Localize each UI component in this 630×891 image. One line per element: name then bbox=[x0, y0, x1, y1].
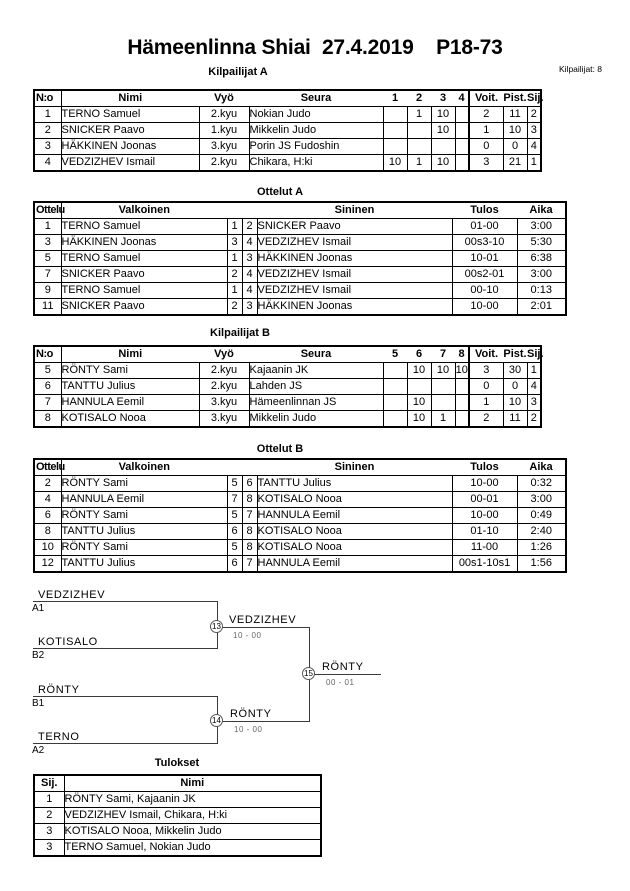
cell-blue-no: 6 bbox=[242, 476, 257, 492]
cell-score1 bbox=[383, 411, 407, 428]
bracket-seed-label: A1 bbox=[32, 603, 45, 614]
bracket-winner-label: VEDZIZHEV bbox=[229, 614, 297, 626]
bracket-line bbox=[218, 627, 310, 628]
bracket-line bbox=[218, 721, 310, 722]
col-header-match: Ottelu bbox=[34, 202, 61, 219]
cell-time: 2:40 bbox=[517, 524, 566, 540]
cell-blue-no: 3 bbox=[242, 299, 257, 316]
cell-blue-name: HANNULA Eemil bbox=[257, 508, 452, 524]
cell-blue-no: 4 bbox=[242, 235, 257, 251]
pool-table-row bbox=[34, 363, 541, 379]
col-header-points: Pist. bbox=[503, 346, 527, 363]
competitors-count: Kilpailijat: 8 bbox=[559, 64, 602, 74]
cell-no: 2 bbox=[34, 123, 61, 139]
cell-place: 4 bbox=[527, 139, 541, 155]
match-number-badge: 14 bbox=[210, 714, 223, 727]
cell-belt: 2.kyu bbox=[199, 363, 249, 379]
cell-points: 30 bbox=[503, 363, 527, 379]
bracket-score-label: 00 - 01 bbox=[326, 678, 355, 687]
matches-a-table bbox=[33, 201, 567, 316]
cell-score2 bbox=[407, 379, 431, 395]
cell-time: 3:00 bbox=[517, 492, 566, 508]
cell-time: 0:49 bbox=[517, 508, 566, 524]
cell-score4 bbox=[455, 155, 469, 172]
cell-result: 01-00 bbox=[452, 219, 517, 235]
cell-white-no: 5 bbox=[227, 476, 242, 492]
pool-b-section-title: Kilpailijat B bbox=[210, 327, 270, 339]
cell-blue-no: 3 bbox=[242, 251, 257, 267]
col-header-white: Valkoinen bbox=[61, 459, 227, 476]
cell-score3: 10 bbox=[431, 155, 455, 172]
cell-score1 bbox=[383, 123, 407, 139]
cell-belt: 2.kyu bbox=[199, 379, 249, 395]
cell-club: Nokian Judo bbox=[249, 107, 383, 123]
matches-b-table bbox=[33, 458, 567, 573]
cell-score4 bbox=[455, 123, 469, 139]
cell-result: 00s1-10s1 bbox=[452, 556, 517, 573]
cell-blue-name: KOTISALO Nooa bbox=[257, 524, 452, 540]
cell-match-no: 2 bbox=[34, 476, 61, 492]
cell-time: 3:00 bbox=[517, 219, 566, 235]
col-header-name: Nimi bbox=[64, 775, 321, 792]
cell-wins: 3 bbox=[469, 363, 503, 379]
cell-result: 11-00 bbox=[452, 540, 517, 556]
cell-place: 3 bbox=[34, 840, 64, 857]
cell-name: TERNO Samuel bbox=[61, 107, 199, 123]
match-table-row bbox=[34, 540, 566, 556]
cell-blue-name: SNICKER Paavo bbox=[257, 219, 452, 235]
cell-match-no: 12 bbox=[34, 556, 61, 573]
cell-score3 bbox=[431, 379, 455, 395]
match-table-row bbox=[34, 508, 566, 524]
match-table-row bbox=[34, 219, 566, 235]
cell-white-no: 6 bbox=[227, 524, 242, 540]
cell-points: 11 bbox=[503, 411, 527, 428]
cell-club: Mikkelin Judo bbox=[249, 123, 383, 139]
col-header-belt: Vyö bbox=[199, 90, 249, 107]
pool-a-header-row bbox=[34, 90, 541, 107]
cell-place: 3 bbox=[34, 824, 64, 840]
cell-blue-name: VEDZIZHEV Ismail bbox=[257, 267, 452, 283]
bracket-seed-label: B1 bbox=[32, 698, 45, 709]
cell-points: 11 bbox=[503, 107, 527, 123]
col-header-wins: Voit. bbox=[469, 90, 503, 107]
cell-club: Lahden JS bbox=[249, 379, 383, 395]
col-header-blue: Sininen bbox=[257, 459, 452, 476]
cell-no: 8 bbox=[34, 411, 61, 428]
col-header-opp5: 5 bbox=[383, 346, 407, 363]
cell-result: 10-00 bbox=[452, 299, 517, 316]
cell-wins: 1 bbox=[469, 395, 503, 411]
cell-white-no: 5 bbox=[227, 540, 242, 556]
pool-a-table bbox=[33, 89, 542, 172]
cell-match-no: 3 bbox=[34, 235, 61, 251]
col-header-no: N:o bbox=[34, 346, 61, 363]
cell-result: 10-00 bbox=[452, 508, 517, 524]
cell-white-name: TERNO Samuel bbox=[61, 283, 227, 299]
bracket-seed-label: A2 bbox=[32, 745, 45, 756]
bracket-line bbox=[309, 674, 381, 675]
cell-blue-no: 7 bbox=[242, 556, 257, 573]
pool-table-row bbox=[34, 411, 541, 428]
cell-name: VEDZIZHEV Ismail bbox=[61, 155, 199, 172]
col-header-wins: Voit. bbox=[469, 346, 503, 363]
cell-no: 5 bbox=[34, 363, 61, 379]
cell-white-no: 7 bbox=[227, 492, 242, 508]
cell-name: RÖNTY Sami, Kajaanin JK bbox=[64, 792, 321, 808]
col-header-opp3: 3 bbox=[431, 90, 455, 107]
cell-belt: 1.kyu bbox=[199, 123, 249, 139]
result-table-row bbox=[34, 808, 321, 824]
cell-place: 1 bbox=[34, 792, 64, 808]
cell-belt: 3.kyu bbox=[199, 411, 249, 428]
col-header-wno bbox=[227, 202, 242, 219]
col-header-result: Tulos bbox=[452, 459, 517, 476]
cell-white-name: TANTTU Julius bbox=[61, 524, 227, 540]
pool-b-table bbox=[33, 345, 542, 428]
cell-place: 3 bbox=[527, 395, 541, 411]
col-header-opp7: 7 bbox=[431, 346, 455, 363]
col-header-club: Seura bbox=[249, 346, 383, 363]
cell-score2: 1 bbox=[407, 155, 431, 172]
cell-wins: 3 bbox=[469, 155, 503, 172]
cell-blue-no: 8 bbox=[242, 524, 257, 540]
cell-club: Hämeenlinnan JS bbox=[249, 395, 383, 411]
match-table-row bbox=[34, 251, 566, 267]
cell-place: 1 bbox=[527, 363, 541, 379]
pool-table-row bbox=[34, 395, 541, 411]
cell-match-no: 6 bbox=[34, 508, 61, 524]
col-header-bno bbox=[242, 459, 257, 476]
cell-blue-name: TANTTU Julius bbox=[257, 476, 452, 492]
cell-blue-name: KOTISALO Nooa bbox=[257, 492, 452, 508]
match-table-row bbox=[34, 235, 566, 251]
cell-name: TERNO Samuel, Nokian Judo bbox=[64, 840, 321, 857]
cell-white-no: 1 bbox=[227, 251, 242, 267]
col-header-time: Aika bbox=[517, 459, 566, 476]
cell-score2: 10 bbox=[407, 395, 431, 411]
cell-blue-no: 4 bbox=[242, 267, 257, 283]
cell-club: Porin JS Fudoshin bbox=[249, 139, 383, 155]
cell-match-no: 5 bbox=[34, 251, 61, 267]
col-header-place: Sij. bbox=[34, 775, 64, 792]
cell-belt: 3.kyu bbox=[199, 395, 249, 411]
col-header-white: Valkoinen bbox=[61, 202, 227, 219]
cell-place: 2 bbox=[527, 107, 541, 123]
cell-place: 4 bbox=[527, 379, 541, 395]
cell-result: 01-10 bbox=[452, 524, 517, 540]
cell-no: 3 bbox=[34, 139, 61, 155]
bracket-line bbox=[33, 648, 218, 649]
cell-score1: 10 bbox=[383, 155, 407, 172]
cell-belt: 2.kyu bbox=[199, 155, 249, 172]
cell-score1 bbox=[383, 107, 407, 123]
cell-place: 1 bbox=[527, 155, 541, 172]
pool-table-row bbox=[34, 155, 541, 172]
col-header-wno bbox=[227, 459, 242, 476]
cell-blue-no: 4 bbox=[242, 283, 257, 299]
cell-place: 2 bbox=[527, 411, 541, 428]
cell-blue-name: HÄKKINEN Joonas bbox=[257, 299, 452, 316]
cell-result: 10-00 bbox=[452, 476, 517, 492]
cell-wins: 2 bbox=[469, 411, 503, 428]
match-table-row bbox=[34, 267, 566, 283]
cell-score4 bbox=[455, 411, 469, 428]
cell-score1 bbox=[383, 139, 407, 155]
col-header-time: Aika bbox=[517, 202, 566, 219]
col-header-opp2: 2 bbox=[407, 90, 431, 107]
cell-points: 0 bbox=[503, 139, 527, 155]
cell-match-no: 8 bbox=[34, 524, 61, 540]
bracket-player-label: TERNO bbox=[38, 731, 80, 743]
cell-name: KOTISALO Nooa, Mikkelin Judo bbox=[64, 824, 321, 840]
cell-score3 bbox=[431, 139, 455, 155]
cell-wins: 2 bbox=[469, 107, 503, 123]
cell-score4: 10 bbox=[455, 363, 469, 379]
cell-match-no: 7 bbox=[34, 267, 61, 283]
col-header-bno bbox=[242, 202, 257, 219]
cell-match-no: 10 bbox=[34, 540, 61, 556]
cell-white-name: TERNO Samuel bbox=[61, 251, 227, 267]
cell-club: Chikara, H:ki bbox=[249, 155, 383, 172]
pool-table-row bbox=[34, 139, 541, 155]
cell-result: 00-10 bbox=[452, 283, 517, 299]
results-table bbox=[33, 774, 322, 857]
cell-score3: 10 bbox=[431, 107, 455, 123]
cell-no: 6 bbox=[34, 379, 61, 395]
cell-white-name: RÖNTY Sami bbox=[61, 508, 227, 524]
cell-score2 bbox=[407, 123, 431, 139]
cell-belt: 2.kyu bbox=[199, 107, 249, 123]
cell-score1 bbox=[383, 379, 407, 395]
cell-blue-no: 2 bbox=[242, 219, 257, 235]
cell-score1 bbox=[383, 363, 407, 379]
cell-score3 bbox=[431, 395, 455, 411]
col-header-match: Ottelu bbox=[34, 459, 61, 476]
cell-time: 0:13 bbox=[517, 283, 566, 299]
cell-match-no: 4 bbox=[34, 492, 61, 508]
pool-table-row bbox=[34, 379, 541, 395]
col-header-result: Tulos bbox=[452, 202, 517, 219]
cell-score4 bbox=[455, 107, 469, 123]
match-table-row bbox=[34, 476, 566, 492]
match-table-row bbox=[34, 492, 566, 508]
matches-a-section-title: Ottelut A bbox=[256, 186, 304, 198]
cell-white-name: TERNO Samuel bbox=[61, 219, 227, 235]
cell-points: 10 bbox=[503, 123, 527, 139]
col-header-club: Seura bbox=[249, 90, 383, 107]
cell-blue-name: VEDZIZHEV Ismail bbox=[257, 283, 452, 299]
matches-a-header-row bbox=[34, 202, 566, 219]
cell-score2: 10 bbox=[407, 411, 431, 428]
bracket-line bbox=[33, 743, 218, 744]
cell-points: 21 bbox=[503, 155, 527, 172]
cell-time: 5:30 bbox=[517, 235, 566, 251]
matches-b-header-row bbox=[34, 459, 566, 476]
cell-white-name: HÄKKINEN Joonas bbox=[61, 235, 227, 251]
match-table-row bbox=[34, 283, 566, 299]
cell-no: 4 bbox=[34, 155, 61, 172]
cell-white-no: 5 bbox=[227, 508, 242, 524]
results-section-title: Tulokset bbox=[154, 757, 200, 769]
col-header-name: Nimi bbox=[61, 90, 199, 107]
result-table-row bbox=[34, 840, 321, 857]
bracket-player-label: RÖNTY bbox=[38, 684, 80, 696]
pool-table-row bbox=[34, 123, 541, 139]
cell-no: 7 bbox=[34, 395, 61, 411]
cell-name: TANTTU Julius bbox=[61, 379, 199, 395]
bracket-winner-label: RÖNTY bbox=[322, 661, 364, 673]
cell-no: 1 bbox=[34, 107, 61, 123]
cell-white-name: RÖNTY Sami bbox=[61, 476, 227, 492]
cell-blue-name: HANNULA Eemil bbox=[257, 556, 452, 573]
cell-match-no: 1 bbox=[34, 219, 61, 235]
cell-time: 6:38 bbox=[517, 251, 566, 267]
cell-score2: 10 bbox=[407, 363, 431, 379]
matches-b-section-title: Ottelut B bbox=[256, 443, 304, 455]
cell-score3: 1 bbox=[431, 411, 455, 428]
cell-white-name: TANTTU Julius bbox=[61, 556, 227, 573]
bracket-line bbox=[33, 601, 218, 602]
cell-name: KOTISALO Nooa bbox=[61, 411, 199, 428]
cell-club: Kajaanin JK bbox=[249, 363, 383, 379]
cell-club: Mikkelin Judo bbox=[249, 411, 383, 428]
cell-blue-name: VEDZIZHEV Ismail bbox=[257, 235, 452, 251]
cell-name: SNICKER Paavo bbox=[61, 123, 199, 139]
bracket-seed-label: B2 bbox=[32, 650, 45, 661]
cell-white-no: 1 bbox=[227, 219, 242, 235]
col-header-opp8: 8 bbox=[455, 346, 469, 363]
col-header-name: Nimi bbox=[61, 346, 199, 363]
cell-place: 3 bbox=[527, 123, 541, 139]
cell-name: RÖNTY Sami bbox=[61, 363, 199, 379]
cell-blue-name: HÄKKINEN Joonas bbox=[257, 251, 452, 267]
col-header-blue: Sininen bbox=[257, 202, 452, 219]
bracket-player-label: VEDZIZHEV bbox=[38, 589, 106, 601]
cell-time: 0:32 bbox=[517, 476, 566, 492]
cell-white-no: 6 bbox=[227, 556, 242, 573]
bracket-line bbox=[33, 696, 218, 697]
cell-belt: 3.kyu bbox=[199, 139, 249, 155]
cell-white-no: 2 bbox=[227, 299, 242, 316]
col-header-opp1: 1 bbox=[383, 90, 407, 107]
cell-white-name: HANNULA Eemil bbox=[61, 492, 227, 508]
cell-white-name: RÖNTY Sami bbox=[61, 540, 227, 556]
col-header-belt: Vyö bbox=[199, 346, 249, 363]
cell-time: 2:01 bbox=[517, 299, 566, 316]
bracket-winner-label: RÖNTY bbox=[230, 708, 272, 720]
col-header-place: Sij. bbox=[527, 346, 541, 363]
cell-score2 bbox=[407, 139, 431, 155]
cell-place: 2 bbox=[34, 808, 64, 824]
cell-result: 00s3-10 bbox=[452, 235, 517, 251]
cell-white-no: 3 bbox=[227, 235, 242, 251]
cell-match-no: 11 bbox=[34, 299, 61, 316]
cell-time: 3:00 bbox=[517, 267, 566, 283]
cell-score4 bbox=[455, 395, 469, 411]
cell-white-no: 1 bbox=[227, 283, 242, 299]
cell-match-no: 9 bbox=[34, 283, 61, 299]
cell-score3: 10 bbox=[431, 123, 455, 139]
result-table-row bbox=[34, 824, 321, 840]
match-table-row bbox=[34, 299, 566, 316]
pool-table-row bbox=[34, 107, 541, 123]
match-number-badge: 15 bbox=[302, 667, 315, 680]
cell-score4 bbox=[455, 139, 469, 155]
cell-name: VEDZIZHEV Ismail, Chikara, H:ki bbox=[64, 808, 321, 824]
match-number-badge: 13 bbox=[210, 620, 223, 633]
cell-points: 0 bbox=[503, 379, 527, 395]
cell-result: 10-01 bbox=[452, 251, 517, 267]
cell-wins: 0 bbox=[469, 379, 503, 395]
cell-wins: 1 bbox=[469, 123, 503, 139]
cell-wins: 0 bbox=[469, 139, 503, 155]
cell-score3: 10 bbox=[431, 363, 455, 379]
col-header-place: Sij. bbox=[527, 90, 541, 107]
result-table-row bbox=[34, 792, 321, 808]
results-header-row bbox=[34, 775, 321, 792]
cell-white-name: SNICKER Paavo bbox=[61, 299, 227, 316]
bracket-score-label: 10 - 00 bbox=[234, 725, 263, 734]
col-header-opp6: 6 bbox=[407, 346, 431, 363]
col-header-opp4: 4 bbox=[455, 90, 469, 107]
cell-white-no: 2 bbox=[227, 267, 242, 283]
cell-blue-no: 7 bbox=[242, 508, 257, 524]
col-header-no: N:o bbox=[34, 90, 61, 107]
match-table-row bbox=[34, 556, 566, 573]
pool-a-section-title: Kilpailijat A bbox=[208, 66, 268, 78]
bracket-score-label: 10 - 00 bbox=[233, 631, 262, 640]
cell-blue-no: 8 bbox=[242, 540, 257, 556]
cell-result: 00-01 bbox=[452, 492, 517, 508]
bracket-player-label: KOTISALO bbox=[38, 636, 98, 648]
cell-name: HÄKKINEN Joonas bbox=[61, 139, 199, 155]
pool-b-header-row bbox=[34, 346, 541, 363]
cell-score4 bbox=[455, 379, 469, 395]
cell-blue-name: KOTISALO Nooa bbox=[257, 540, 452, 556]
cell-white-name: SNICKER Paavo bbox=[61, 267, 227, 283]
cell-score1 bbox=[383, 395, 407, 411]
cell-blue-no: 8 bbox=[242, 492, 257, 508]
medal-bracket bbox=[0, 585, 630, 760]
cell-name: HANNULA Eemil bbox=[61, 395, 199, 411]
cell-time: 1:26 bbox=[517, 540, 566, 556]
cell-time: 1:56 bbox=[517, 556, 566, 573]
cell-result: 00s2-01 bbox=[452, 267, 517, 283]
page-title: Hämeenlinna Shiai 27.4.2019 P18-73 bbox=[127, 36, 503, 59]
cell-points: 10 bbox=[503, 395, 527, 411]
cell-score2: 1 bbox=[407, 107, 431, 123]
col-header-points: Pist. bbox=[503, 90, 527, 107]
match-table-row bbox=[34, 524, 566, 540]
